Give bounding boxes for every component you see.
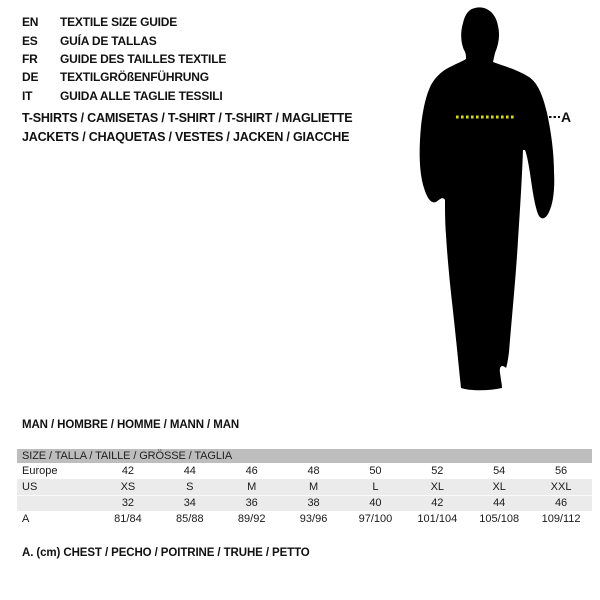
- table-cell: 105/108: [479, 513, 520, 525]
- language-code: ES: [22, 33, 38, 48]
- category-line-jackets: JACKETS / CHAQUETAS / VESTES / JACKEN / GIACCHE: [22, 130, 350, 144]
- table-cell: 54: [493, 465, 506, 477]
- table-cell: 42: [431, 497, 444, 509]
- language-code: FR: [22, 51, 38, 66]
- language-code: DE: [22, 70, 39, 85]
- table-cell: 52: [431, 465, 444, 477]
- table-cell: XXL: [550, 481, 572, 493]
- language-code: IT: [22, 88, 33, 103]
- table-cell: 97/100: [358, 513, 393, 525]
- language-text: TEXTILGRÖßENFÜHRUNG: [60, 70, 209, 85]
- table-cell: 89/92: [237, 513, 266, 525]
- category-line-tshirts: T-SHIRTS / CAMISETAS / T-SHIRT / T-SHIRT / MAGLIETTE: [22, 111, 353, 125]
- table-cell: M: [247, 481, 257, 493]
- language-row-it: [22, 87, 226, 105]
- man-silhouette: [420, 7, 555, 390]
- size-table-header: SIZE / TALLA / TAILLE / GRÖSSE / TAGLIA: [17, 449, 592, 463]
- language-list: [22, 13, 226, 105]
- table-row-europe: [17, 463, 592, 479]
- table-cell: 44: [183, 465, 196, 477]
- table-cell: 38: [307, 497, 320, 509]
- language-row-es: [22, 31, 226, 49]
- category-list: [22, 109, 352, 147]
- table-cell: XS: [120, 481, 136, 493]
- size-table: [17, 449, 592, 527]
- table-cell: 81/84: [114, 513, 142, 525]
- man-silhouette-svg: [400, 0, 600, 400]
- table-cell: 85/88: [176, 513, 204, 525]
- measurement-footnote: A. (cm) CHEST / PECHO / POITRINE / TRUHE / PETTO: [22, 547, 310, 559]
- table-cell: 36: [245, 497, 258, 509]
- table-cell: 109/112: [541, 513, 581, 525]
- table-cell: 46: [554, 497, 568, 509]
- section-title-man: MAN / HOMBRE / HOMME / MANN / MAN: [22, 419, 240, 431]
- table-cell: 101/104: [417, 513, 458, 525]
- table-row-chest: [17, 511, 592, 527]
- language-code: EN: [22, 15, 39, 30]
- measure-label-a: A: [561, 109, 572, 125]
- table-cell: 46: [245, 465, 258, 477]
- row-label: [17, 496, 97, 511]
- language-row-en: [22, 13, 226, 31]
- table-row-us: [17, 479, 592, 495]
- table-row-numeric: [17, 495, 592, 511]
- table-cell: M: [308, 481, 319, 493]
- language-text: GUIDE DES TAILLES TEXTILE: [60, 51, 227, 66]
- table-cell: 42: [121, 465, 135, 477]
- table-cell: 40: [369, 497, 382, 509]
- table-cell: L: [372, 481, 379, 493]
- table-cell: 50: [369, 465, 382, 477]
- table-cell: 44: [493, 497, 506, 509]
- language-row-fr: [22, 50, 226, 68]
- table-cell: 93/96: [299, 513, 328, 525]
- table-cell: S: [186, 481, 194, 493]
- table-cell: 32: [121, 497, 135, 509]
- table-cell: 48: [307, 465, 320, 477]
- table-cell: XL: [430, 481, 445, 493]
- row-label: Europe: [22, 465, 58, 477]
- row-label: A: [22, 513, 30, 525]
- language-text: GUÍA DE TALLAS: [60, 33, 157, 48]
- row-label: US: [22, 481, 38, 493]
- language-text: GUIDA ALLE TAGLIE TESSILI: [60, 88, 223, 103]
- language-text: TEXTILE SIZE GUIDE: [60, 15, 178, 30]
- table-cell: 56: [554, 465, 568, 477]
- table-cell: 34: [183, 497, 196, 509]
- language-row-de: [22, 68, 226, 86]
- table-cell: XL: [492, 481, 506, 493]
- man-silhouette-figure: [400, 0, 600, 400]
